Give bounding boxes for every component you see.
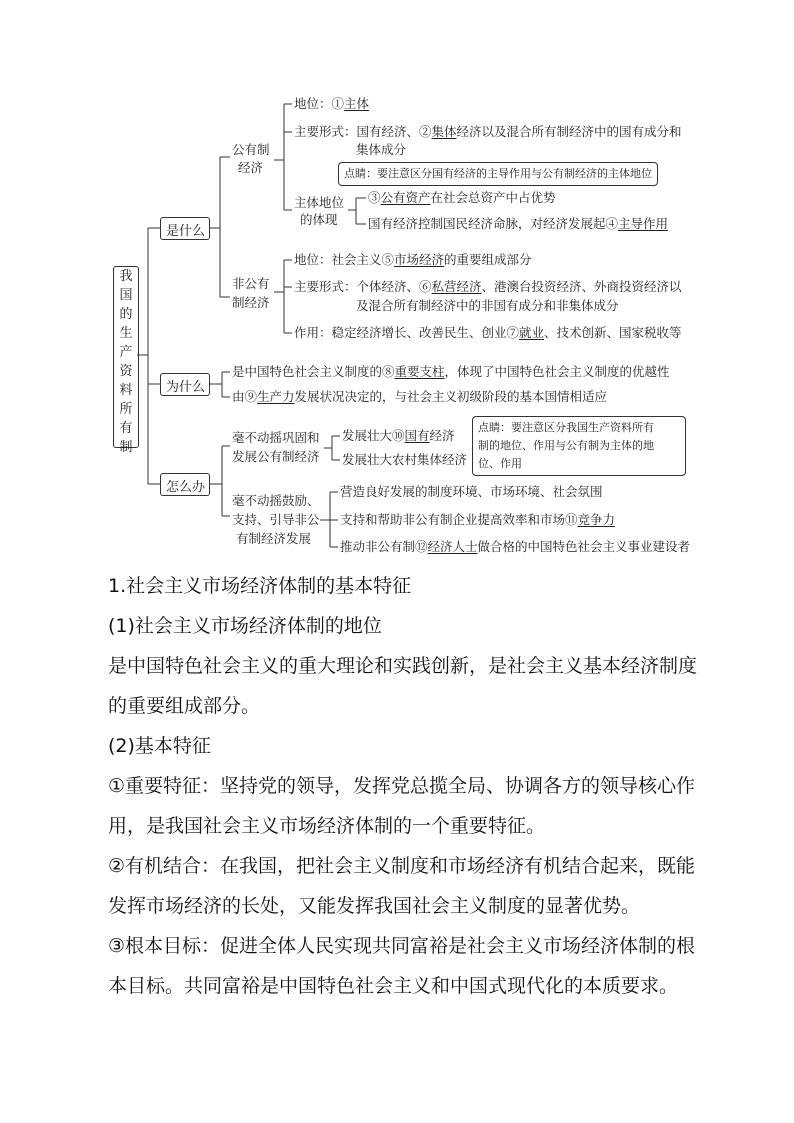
feature-3b: 本目标。共同富裕是中国特色社会主义和中国式现代化的本质要求。 [108, 975, 679, 997]
feature-1a: ①重要特征：坚持党的领导，发挥党总揽全局、协调各方的领导核心作 [108, 775, 696, 797]
how1-label-b: 发展公有制经济 [232, 449, 320, 464]
body-position-a: 主体地位 [294, 195, 345, 210]
subsection-position: (1)社会主义市场经济体制的地位 [108, 615, 382, 637]
public-label-a: 公有制 [232, 142, 270, 157]
state-economy-role: 国有经济控制国民经济命脉，对经济发展起④主导作用 [368, 216, 669, 231]
nonpublic-label-a: 非公有 [232, 276, 270, 291]
subsection-features: (2)基本特征 [108, 735, 211, 757]
note-ownership: 点睛：要注意区分我国生产资料所有 制的地位、作用与公有制为主体的地 位、作用 [472, 416, 686, 476]
paragraph-1b: 的重要组成部分。 [108, 695, 261, 717]
note-public: 点睛：要注意区分国有经济的主导作用与公有制经济的主体地位 [338, 162, 658, 186]
how2-label-a: 毫不动摇鼓励、 [232, 493, 320, 508]
how2-item-b: 支持和帮助非公有制企业提高效率和市场⑪竞争力 [340, 512, 616, 527]
root-char: 所 [119, 402, 133, 417]
how1-item-b: 发展壮大农村集体经济 [342, 452, 468, 467]
feature-3a: ③根本目标：促进全体人民实现共同富裕是社会主义市场经济体制的根 [108, 935, 696, 957]
how1-label-a: 毫不动摇巩固和 [232, 430, 320, 445]
public-label-b: 经济 [238, 160, 264, 175]
root-char: 生 [119, 326, 133, 341]
public-assets: ③公有资产在社会总资产中占优势 [368, 190, 556, 205]
root-char: 产 [119, 345, 133, 360]
nonpublic-role: 作用：稳定经济增长、改善民生、创业⑦就业、技术创新、国家税收等 [294, 325, 682, 340]
paragraph-1a: 是中国特色社会主义的重大理论和实践创新，是社会主义基本经济制度 [108, 655, 698, 677]
public-position: 地位：①主体 [294, 96, 370, 111]
root-char: 有 [119, 421, 133, 436]
why-reason-2: 由⑨生产力发展状况决定的，与社会主义初级阶段的基本国情相适应 [232, 389, 608, 404]
node-what [160, 217, 210, 240]
node-what-label: 是什么 [166, 224, 206, 239]
node-how [160, 473, 210, 496]
body-position-b: 的体现 [300, 212, 338, 227]
nonpublic-forms-line2: 及混合所有制经济中的非国有成分和非集体成分 [356, 298, 619, 313]
root-char: 制 [119, 440, 133, 455]
root-char: 资 [119, 364, 133, 379]
how1-item-a: 发展壮大⑩国有经济 [342, 428, 455, 443]
section-title: 1.社会主义市场经济体制的基本特征 [108, 575, 412, 597]
body-text [108, 566, 698, 1006]
how2-item-a: 营造良好发展的制度环境、市场环境、社会氛围 [340, 484, 603, 499]
root-label [114, 267, 138, 457]
root-char: 的 [119, 307, 133, 322]
node-how-label: 怎么办 [166, 480, 206, 495]
nonpublic-label-b: 制经济 [232, 295, 270, 310]
node-why-label: 为什么 [166, 380, 206, 395]
public-forms-line2: 集体成分 [356, 142, 407, 157]
how2-label-c: 有制经济发展 [236, 531, 312, 546]
feature-2a: ②有机结合：在我国，把社会主义制度和市场经济有机结合起来，既能 [108, 855, 696, 877]
node-why [160, 373, 210, 396]
how2-label-b: 支持、引导非公 [232, 512, 320, 527]
public-forms: 主要形式：国有经济、②集体经济以及混合所有制经济中的国有成分和 [294, 124, 682, 139]
nonpublic-position: 地位：社会主义⑤市场经济的重要组成部分 [294, 252, 532, 267]
why-reason-1: 是中国特色社会主义制度的⑧重要支柱，体现了中国特色社会主义制度的优越性 [232, 364, 670, 379]
root-node [113, 266, 139, 455]
root-char: 我 [119, 269, 133, 284]
how2-item-c: 推动非公有制⑫经济人士做合格的中国特色社会主义事业建设者 [340, 539, 691, 554]
nonpublic-forms: 主要形式：个体经济、⑥私营经济、港澳台投资经济、外商投资经济以 [294, 279, 682, 294]
feature-2b: 发挥市场经济的长处，又能发挥我国社会主义制度的显著优势。 [108, 895, 641, 917]
root-char: 国 [119, 288, 133, 303]
root-char: 料 [119, 383, 133, 398]
feature-1b: 用，是我国社会主义市场经济体制的一个重要特征。 [108, 815, 546, 837]
